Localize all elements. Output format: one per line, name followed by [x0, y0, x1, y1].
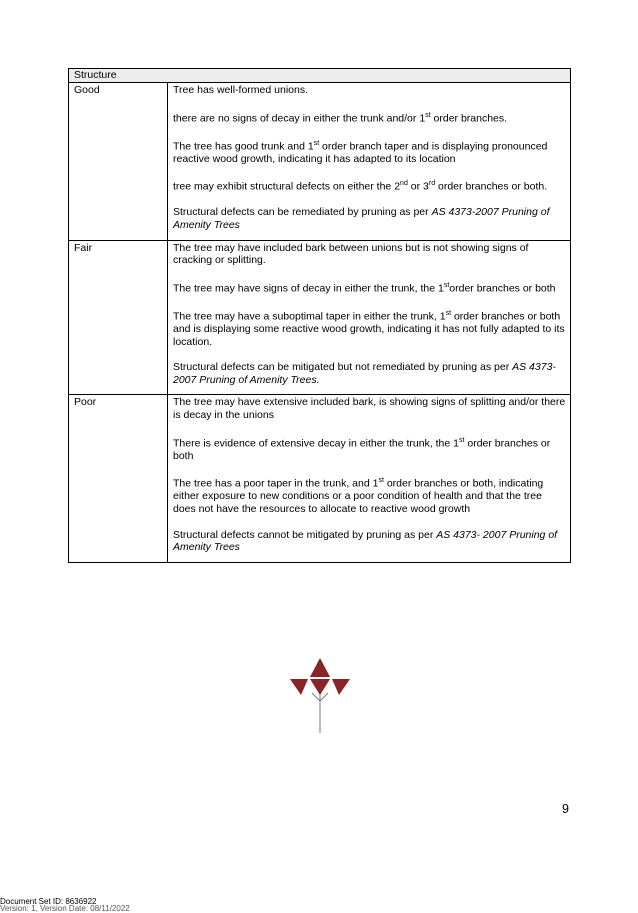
table-row: [69, 395, 571, 562]
criteria-paragraph: The tree has a poor taper in the trunk, and 1st order branches or both, indicating either exposure to new conditions or a poor condition of health and that the tree does not have the resources to allocate to reactive wood growth: [173, 477, 544, 515]
criteria-paragraph: The tree may have a suboptimal taper in either the trunk, 1st order branches or both and is displaying some reactive wood growth, indicating it has not fully adapted to its location.: [173, 309, 565, 348]
criteria-paragraph: Structural defects can be remediated by pruning as per AS 4373-2007 Pruning of Amenity Trees: [173, 206, 550, 232]
criteria-paragraph: The tree may have included bark between unions but is not showing signs of cracking or splitting.: [173, 241, 529, 267]
document-set-id: Document Set ID: 8636922: [0, 897, 97, 906]
category-cell: Fair: [69, 240, 168, 395]
version-line: Version: 1, Version Date: 08/11/2022: [0, 904, 130, 913]
page-number: 9: [562, 802, 569, 816]
tree-logo-icon: [285, 655, 353, 740]
table-row: [69, 240, 571, 395]
criteria-paragraph: There is evidence of extensive decay in either the trunk, the 1st order branches or both: [173, 436, 551, 462]
criteria-paragraph: Structural defects can be mitigated but not remediated by pruning as per AS 4373-2007 Pruning of Amenity Trees.: [173, 361, 556, 386]
criteria-paragraph: tree may exhibit structural defects on either the 2nd or 3rd order branches or both.: [173, 180, 548, 193]
criteria-paragraph: The tree may have extensive included bark, is showing signs of splitting and/or there is decay in the unions: [173, 396, 566, 421]
criteria-paragraph: Tree has well-formed unions.: [173, 84, 309, 96]
criteria-paragraph: The tree may have signs of decay in either the trunk, the 1storder branches or both: [173, 281, 556, 295]
structure-table: [68, 68, 571, 563]
table-row: [69, 83, 571, 241]
description-cell: [168, 240, 571, 395]
criteria-paragraph: Structural defects cannot be mitigated by pruning as per AS 4373- 2007 Pruning of Amenity Trees: [173, 528, 558, 554]
category-cell: Good: [69, 83, 168, 241]
category-cell: Poor: [69, 395, 168, 562]
footer: [0, 897, 130, 913]
criteria-paragraph: The tree has good trunk and 1st order branch taper and is displaying pronounced reactive wood growth, indicating it has adapted to its location: [173, 139, 548, 165]
criteria-paragraph: there are no signs of decay in either the trunk and/or 1st order branches.: [173, 111, 508, 125]
table-header: Structure: [69, 69, 571, 83]
description-cell: [168, 83, 571, 241]
description-cell: [168, 395, 571, 562]
